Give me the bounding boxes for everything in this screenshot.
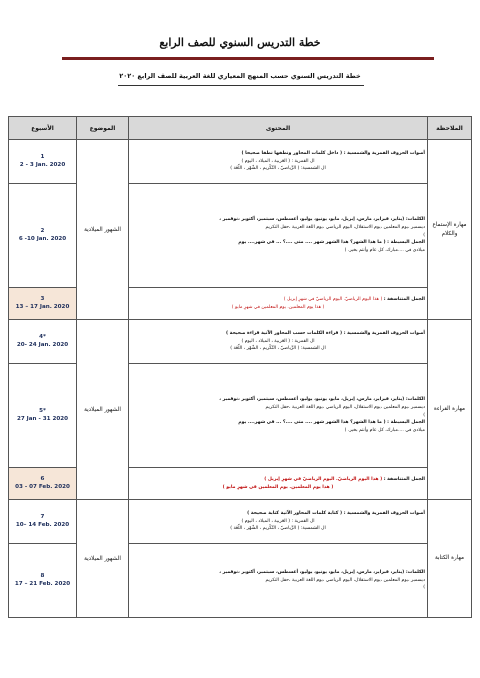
topic-cell: الشهور الميلادية — [77, 140, 129, 320]
header-topic: الموضوع — [77, 117, 129, 140]
header-note: الملاحظة — [428, 117, 472, 140]
note-cell: مهارة الكتابة — [428, 500, 472, 618]
week-cell: 8 17 – 21 Feb. 2020 — [9, 544, 77, 618]
topic-cell: الشهور الميلادية — [77, 320, 129, 500]
page-title: خطة التدريس السنوي للصف الرابع — [159, 36, 321, 49]
content-cell: أصوات الحروف القمرية والشمسية : ( داخل كلمات المحاور ونطقها نطقا صحيحا ) ال القمرية : ( العَربية ، الميلاد ، اليوم ) ال الشمسية: ( الرِّياضيّ ، التّكْريم ، الشّهْر ، اللّغَة ) — [129, 140, 428, 184]
title-underline — [62, 57, 434, 60]
header-row — [9, 117, 472, 140]
topic-cell: الشهور الميلادية — [77, 500, 129, 618]
content-cell: الكلمات: (يناير، فبراير، مارس، إبريل، مايو، يونيو، يوليو، أغسطس، سبتمبر، أكتوبر ،نوفمبر ، ديسمبر ،يوم المعلمين ،يوم الاستقلال، اليوم الرياضي ،يوم اللغة العربية ،حفل التكريم ) الجمل البسيطة : ( ما هذا الشهر؟ هذا الشهر شهر .... متى ....؟ ... في شهر.... يوم ميلادي في ....مبارك، كل عام وأنتم بخير. ) — [129, 184, 428, 288]
week-cell: 4* 20- 24 Jan. 2020 — [9, 320, 77, 364]
page-subtitle: خطة التدريس السنوي حسب المنهج المعياري للغة العربية للصف الرابع ٢٠٢٠ — [119, 72, 361, 80]
week-cell: 7 10– 14 Feb. 2020 — [9, 500, 77, 544]
week-cell: 5* 27 Jan - 31 2020 — [9, 364, 77, 468]
plan-table — [8, 116, 472, 618]
content-cell: أصوات الحروف القمرية والشمسية : ( كتابة كلمات المحاور الآتية كتابة صحيحة ) ال القمرية : ( العَربية ، الميلاد ، اليوم ) ال الشمسية: ( الرِّياضيّ ، التّكْريم ، الشّهْر ، اللّغَة ) — [129, 500, 428, 544]
table-row — [9, 140, 472, 184]
header-content: المحتوى — [129, 117, 428, 140]
week-cell: 1 2 - 3 Jan. 2020 — [9, 140, 77, 184]
content-cell: أصوات الحروف القمرية والشمسية : ( قراءة الكلمات حسب المحاور الآتية قراءة صحيحة ) ال القمرية : ( العَربية ، الميلاد ، اليوم ) ال الشمسية: ( الرِّياضيّ ، التّكْريم ، الشّهْر ، اللّغَة ) — [129, 320, 428, 364]
subtitle-underline — [118, 85, 364, 86]
content-cell: الجمل المتناسقة : ( هذا اليوم الرياضيّ. اليوم الرياضيّ في شهرِ إبريل ) ( هذا يوم المعلمين. يوم المعلمين في شهرِ مايو ) — [129, 468, 428, 500]
table-row — [9, 500, 472, 544]
content-cell: الجمل المتناسقة : ( هذا اليوم الرياضيّ. اليوم الرياضيّ في شهرِ إبريل ) ( هذا يوم المعلمين. يوم المعلمين في شهرِ مايو ) — [129, 288, 428, 320]
week-cell: 2 6 -10 Jan. 2020 — [9, 184, 77, 288]
week-cell: 6 03 - 07 Feb. 2020 — [9, 468, 77, 500]
note-cell: مهارة الإستماع والكلام — [428, 140, 472, 320]
header-week: الأسبوع — [9, 117, 77, 140]
content-cell: الكلمات: (يناير، فبراير، مارس، إبريل، مايو، يونيو، يوليو، أغسطس، سبتمبر، أكتوبر ،نوفمبر ، ديسمبر ،يوم المعلمين ،يوم الاستقلال، اليوم الرياضي ،يوم اللغة العربية ،حفل التكريم ) — [129, 544, 428, 618]
table-row — [9, 320, 472, 364]
note-cell: مهارة القراءة — [428, 320, 472, 500]
content-cell: الكلمات: (يناير، فبراير، مارس، إبريل، مايو، يونيو، يوليو، أغسطس، سبتمبر، أكتوبر ،نوفمبر ، ديسمبر ،يوم المعلمين ،يوم الاستقلال، اليوم الرياضي ،يوم اللغة العربية ،حفل التكريم ) الجمل البسيطة : ( ما هذا الشهر؟ هذا الشهر شهر .... متى ....؟ ... في شهر.... يوم ميلادي في ....مبارك، كل عام وأنتم بخير. ) — [129, 364, 428, 468]
week-cell: 3 13 – 17 Jan. 2020 — [9, 288, 77, 320]
